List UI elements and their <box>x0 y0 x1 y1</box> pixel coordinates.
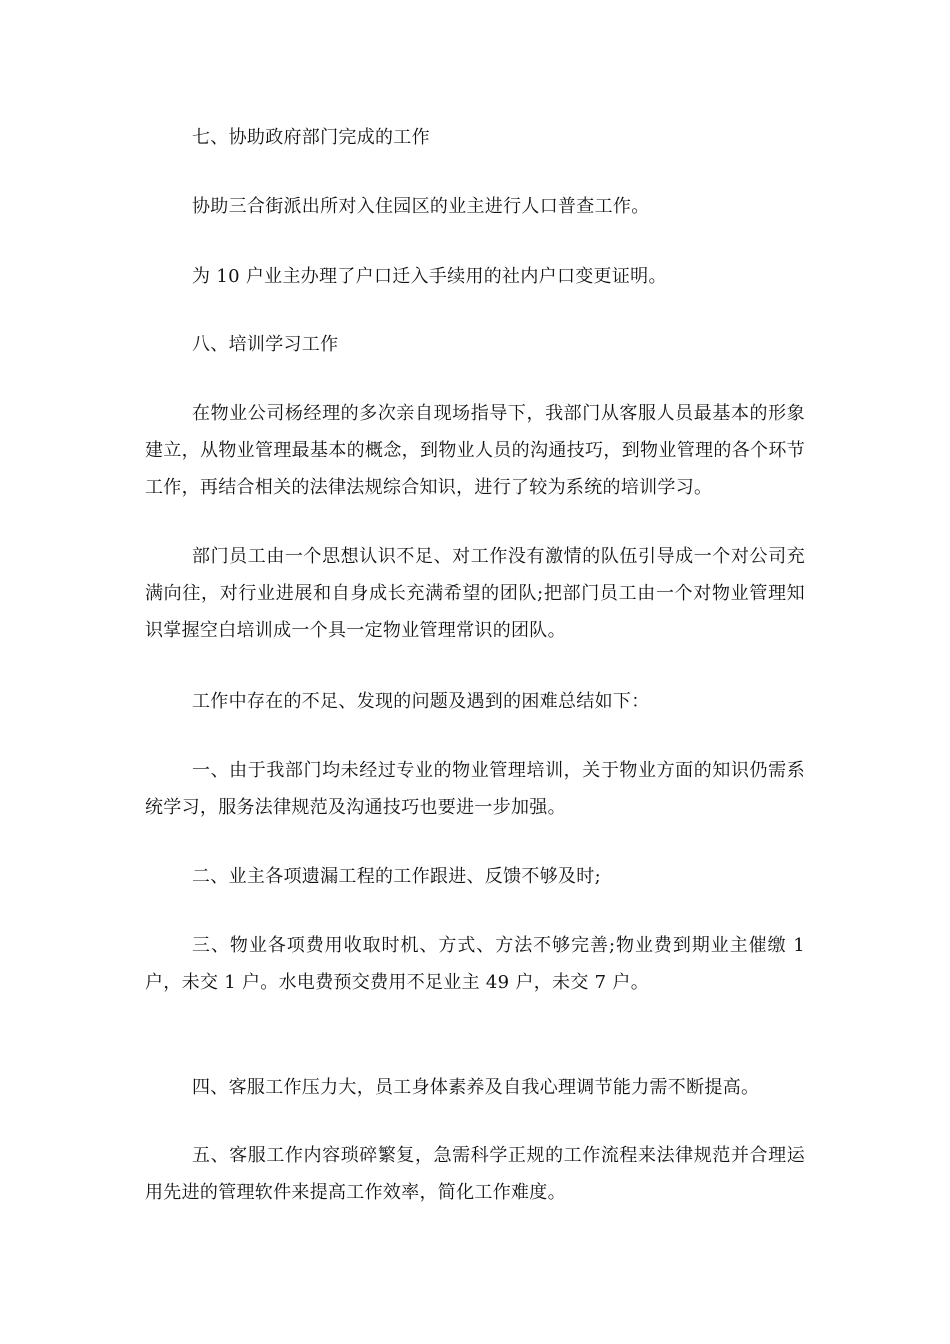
paragraph: 在物业公司杨经理的多次亲自现场指导下，我部门从客服人员最基本的形象建立，从物业管理最基本的概念，到物业人员的沟通技巧，到物业管理的各个环节工作，再结合相关的法律法规综合知识，进行了较为系统的培训学习。 <box>145 403 805 498</box>
paragraph: 协助三合街派出所对入住园区的业主进行人口普查工作。 <box>192 196 650 217</box>
list-item: 五、客服工作内容琐碎繁复，急需科学正规的工作流程来法律规范并合理运用先进的管理软件来提高工作效率，简化工作难度。 <box>145 1145 805 1203</box>
list-item: 四、客服工作压力大，员工身体素养及自我心理调节能力需不断提高。 <box>192 1077 760 1098</box>
section-heading-eight: 八、培训学习工作 <box>192 334 339 355</box>
summary-heading: 工作中存在的不足、发现的问题及遇到的困难总结如下： <box>192 691 650 712</box>
list-item: 二、业主各项遗漏工程的工作跟进、反馈不够及时; <box>192 866 601 887</box>
section-heading-seven: 七、协助政府部门完成的工作 <box>192 127 430 148</box>
paragraph: 部门员工由一个思想认识不足、对工作没有激情的队伍引导成一个对公司充满向往，对行业进展和自身成长充满希望的团队;把部门员工由一个对物业管理知识掌握空白培训成一个具一定物业管理常识的团队。 <box>145 546 805 641</box>
list-item: 三、物业各项费用收取时机、方式、方法不够完善;物业费到期业主催缴 1 户，未交 1 户。水电费预交费用不足业主 49 户，未交 7 户。 <box>145 935 805 993</box>
paragraph: 为 10 户业主办理了户口迁入手续用的社内户口变更证明。 <box>192 266 667 287</box>
list-item: 一、由于我部门均未经过专业的物业管理培训，关于物业方面的知识仍需系统学习，服务法律规范及沟通技巧也要进一步加强。 <box>145 760 805 818</box>
